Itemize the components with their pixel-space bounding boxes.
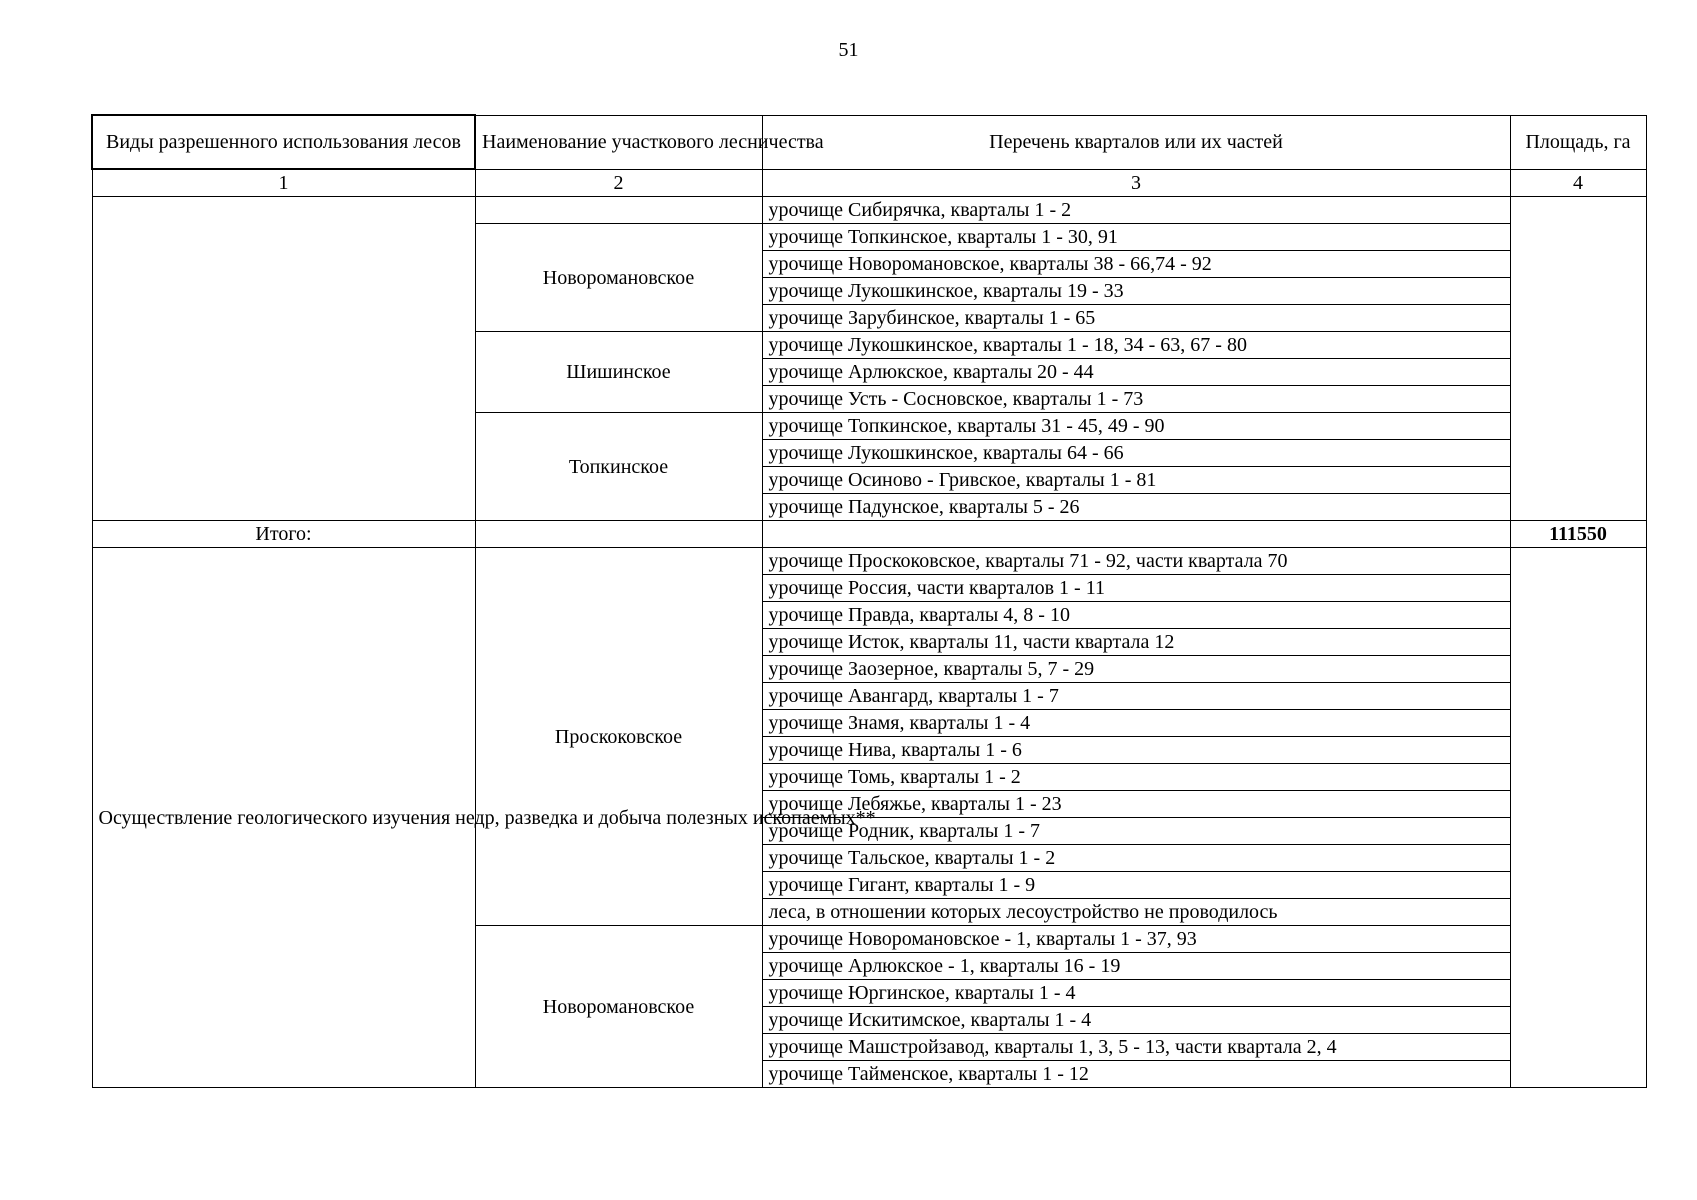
quarter-cell: урочище Усть - Сосновское, кварталы 1 - 73: [762, 386, 1510, 413]
forestry-cell: Проскоковское: [475, 548, 762, 926]
quarter-cell: урочище Родник, кварталы 1 - 7: [762, 818, 1510, 845]
forestry-cell-empty: [475, 197, 762, 224]
quarter-cell: урочище Новоромановское, кварталы 38 - 66,74 - 92: [762, 251, 1510, 278]
quarter-cell: урочище Арлюкское - 1, кварталы 16 - 19: [762, 953, 1510, 980]
column-number-row: [92, 169, 1646, 197]
forestry-cell: Шишинское: [475, 332, 762, 413]
total-label: Итого:: [92, 521, 475, 548]
column-number-2: 2: [475, 169, 762, 197]
table-header-row: [92, 115, 1646, 169]
quarter-cell: урочище Нива, кварталы 1 - 6: [762, 737, 1510, 764]
total-row: [92, 521, 1646, 548]
quarter-cell: урочище Искитимское, кварталы 1 - 4: [762, 1007, 1510, 1034]
header-forestry-name: Наименование участкового лесничества: [475, 115, 762, 169]
total-quarters-empty: [762, 521, 1510, 548]
quarter-cell: урочище Авангард, кварталы 1 - 7: [762, 683, 1510, 710]
quarter-cell: урочище Заозерное, кварталы 5, 7 - 29: [762, 656, 1510, 683]
quarter-cell: урочище Правда, кварталы 4, 8 - 10: [762, 602, 1510, 629]
page-number: 51: [838, 39, 859, 61]
quarter-cell: урочище Лукошкинское, кварталы 1 - 18, 34 - 63, 67 - 80: [762, 332, 1510, 359]
quarter-cell: урочище Томь, кварталы 1 - 2: [762, 764, 1510, 791]
quarter-cell: урочище Проскоковское, кварталы 71 - 92, части квартала 70: [762, 548, 1510, 575]
quarter-cell: урочище Тайменское, кварталы 1 - 12: [762, 1061, 1510, 1088]
quarter-cell: урочище Лукошкинское, кварталы 19 - 33: [762, 278, 1510, 305]
forest-usage-table: [91, 114, 1647, 1088]
usage-type-cell-empty: [92, 197, 475, 521]
quarter-cell: урочище Падунское, кварталы 5 - 26: [762, 494, 1510, 521]
quarter-cell: урочище Зарубинское, кварталы 1 - 65: [762, 305, 1510, 332]
column-number-3: 3: [762, 169, 1510, 197]
area-cell-empty: [1510, 197, 1646, 521]
header-area: Площадь, га: [1510, 115, 1646, 169]
usage-type-cell: Осуществление геологического изучения недр, разведка и добыча полезных ископаемых**: [92, 548, 475, 1088]
quarter-cell: урочище Россия, части кварталов 1 - 11: [762, 575, 1510, 602]
table-row: [92, 197, 1646, 224]
quarter-cell: урочище Арлюкское, кварталы 20 - 44: [762, 359, 1510, 386]
forestry-cell: Новоромановское: [475, 224, 762, 332]
quarter-cell: урочище Лукошкинское, кварталы 64 - 66: [762, 440, 1510, 467]
quarter-cell: урочище Осиново - Гривское, кварталы 1 - 81: [762, 467, 1510, 494]
quarter-cell: урочище Гигант, кварталы 1 - 9: [762, 872, 1510, 899]
quarter-cell: урочище Тальское, кварталы 1 - 2: [762, 845, 1510, 872]
quarter-cell: урочище Топкинское, кварталы 31 - 45, 49 - 90: [762, 413, 1510, 440]
quarter-cell: урочище Лебяжье, кварталы 1 - 23: [762, 791, 1510, 818]
table-row: [92, 548, 1646, 575]
quarter-cell: урочище Знамя, кварталы 1 - 4: [762, 710, 1510, 737]
column-number-1: 1: [92, 169, 475, 197]
quarter-cell: урочище Машстройзавод, кварталы 1, 3, 5 - 13, части квартала 2, 4: [762, 1034, 1510, 1061]
quarter-cell: урочище Новоромановское - 1, кварталы 1 - 37, 93: [762, 926, 1510, 953]
column-number-4: 4: [1510, 169, 1646, 197]
quarter-cell: урочище Топкинское, кварталы 1 - 30, 91: [762, 224, 1510, 251]
header-usage-type: Виды разрешенного использования лесов: [92, 115, 475, 169]
quarter-cell: леса, в отношении которых лесоустройство не проводилось: [762, 899, 1510, 926]
forestry-cell: Новоромановское: [475, 926, 762, 1088]
total-forestry-empty: [475, 521, 762, 548]
header-quarter-list: Перечень кварталов или их частей: [762, 115, 1510, 169]
forestry-cell: Топкинское: [475, 413, 762, 521]
area-cell-empty: [1510, 548, 1646, 1088]
quarter-cell: урочище Исток, кварталы 11, части квартала 12: [762, 629, 1510, 656]
quarter-cell: урочище Сибирячка, кварталы 1 - 2: [762, 197, 1510, 224]
quarter-cell: урочище Юргинское, кварталы 1 - 4: [762, 980, 1510, 1007]
total-area-value: 111550: [1510, 521, 1646, 548]
